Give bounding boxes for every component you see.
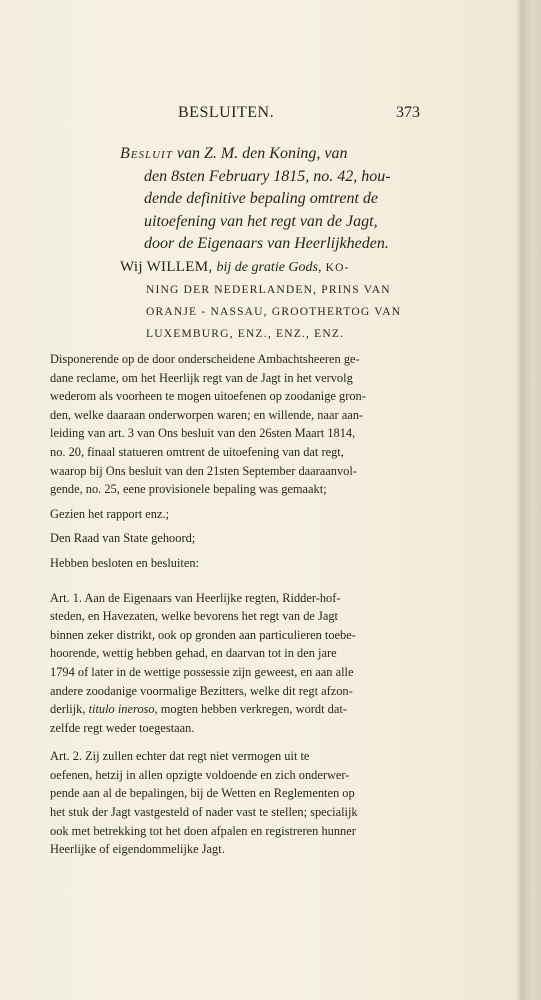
article-line: 1794 of later in de wettige possessie zijn geweest, en aan alle: [50, 664, 354, 679]
title-line-2: den 8sten February 1815, no. 42, hou-: [144, 167, 391, 185]
article-line: Art. 2. Zij zullen echter dat regt niet vermogen uit te: [50, 749, 310, 764]
gezien-line: Gezien het rapport enz.;: [50, 506, 170, 521]
preamble-line: leiding van art. 3 van Ons besluit van den 26sten Maart 1814,: [50, 426, 356, 441]
article-line: Art. 1. Aan de Eigenaars van Heerlijke regten, Ridder-hof-: [50, 590, 341, 605]
hebben-line: Hebben besloten en besluiten:: [50, 555, 199, 570]
preamble: [50, 350, 430, 499]
page-edge: [522, 0, 541, 1000]
decree-ko: KO-: [325, 262, 350, 274]
article-line: Heerlijke of eigendommelijke Jagt.: [50, 842, 225, 857]
article-line: andere zoodanige voormalige Bezitters, welke dit regt afzon-: [50, 683, 353, 698]
decree-body: [50, 350, 430, 859]
decree-line-3: ORANJE - NASSAU, GROOTHERTOG VAN: [146, 306, 402, 318]
decree-line-4: LUXEMBURG, ENZ., ENZ., ENZ.: [146, 328, 345, 340]
titulo-pre: derlijk,: [50, 702, 86, 717]
title-line-1: [120, 143, 426, 166]
article-line: [50, 700, 430, 719]
raad-line: Den Raad van State gehoord;: [50, 531, 196, 546]
preamble-line: dane reclame, om het Heerlijk regt van de Jagt in het vervolg: [50, 370, 353, 385]
article-line: hoorende, wettig hebben gehad, en daarvan tot in den jare: [50, 646, 337, 661]
article-1: [50, 589, 430, 738]
royal-decree-heading: [120, 256, 430, 345]
article-line: het stuk der Jagt vastgesteld of nader vast te stellen; specialijk: [50, 805, 358, 820]
article-line: binnen zeker distrikt, ook op gronden aan particulieren toebe-: [50, 627, 356, 642]
decree-line-1: [120, 256, 430, 279]
titulo-italic: titulo ineroso,: [88, 702, 158, 717]
titulo-post: mogten hebben verkregen, wordt dat-: [160, 702, 347, 717]
article-line: pende aan al de bepalingen, bij de Wetten en Reglementen op: [50, 786, 355, 801]
decree-gods: bij de gratie Gods,: [216, 260, 322, 275]
decree-line-2: NING DER NEDERLANDEN, PRINS VAN: [146, 284, 391, 296]
preamble-line: den, welke daaraan onderworpen waren; en willende, naar aan-: [50, 407, 364, 422]
decree-king: Wij WILLEM,: [120, 259, 213, 275]
article-line: steden, en Havezaten, welke bevorens het regt van de Jagt: [50, 609, 338, 624]
preamble-line: Disponerende op de door onderscheidene Ambachtsheeren ge-: [50, 352, 360, 366]
title-line-1-text: van Z. M. den Koning, van: [176, 145, 348, 162]
preamble-line: gende, no. 25, eene provisionele bepaling was gemaakt;: [50, 482, 327, 497]
article-line: zelfde regt weder toegestaan.: [50, 720, 195, 735]
running-title: BESLUITEN.: [178, 104, 275, 121]
article-line: ook met betrekking tot het doen afpalen en registreren hunner: [50, 823, 356, 838]
preamble-line: waarop bij Ons besluit van den 21sten September daaraanvol-: [50, 463, 357, 478]
decree-title: [120, 143, 426, 256]
title-line-4: uitoefening van het regt van de Jagt,: [144, 212, 378, 230]
article-line: oefenen, hetzij in allen opzigte voldoende en zich onderwer-: [50, 767, 350, 782]
title-line-5: door de Eigenaars van Heerlijkheden.: [144, 235, 389, 252]
page-number: 373: [396, 104, 420, 121]
title-lead: Besluit: [120, 145, 173, 162]
preamble-line: no. 20, finaal statueren omtrent de uitoefening van dat regt,: [50, 444, 344, 459]
title-line-3: dende definitive bepaling omtrent de: [144, 190, 379, 207]
article-2: [50, 747, 430, 859]
preamble-line: wederom als voorheen te mogen uitoefenen op zoodanige gron-: [50, 389, 366, 404]
page-header: [0, 104, 522, 128]
